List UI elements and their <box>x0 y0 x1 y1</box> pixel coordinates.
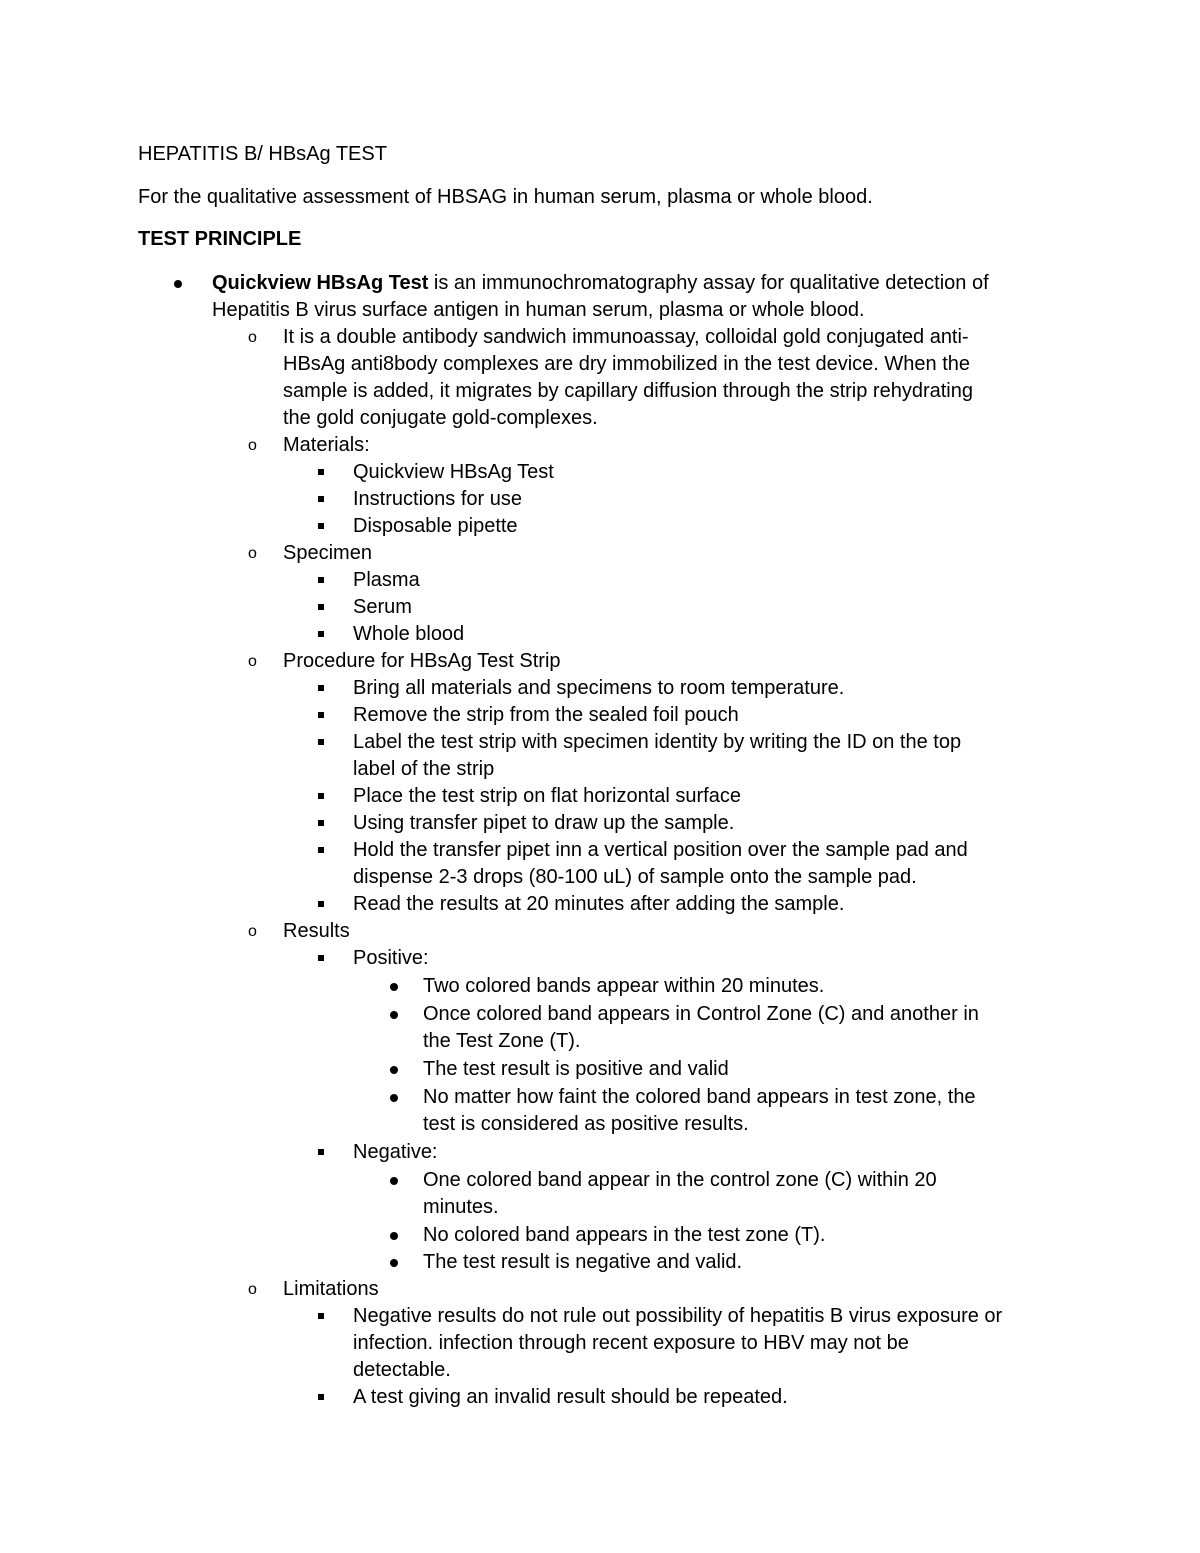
bullet-disc-icon <box>390 1259 398 1267</box>
square-bullet-icon <box>318 496 324 502</box>
limitations-label: Limitations <box>283 1278 379 1300</box>
square-bullet-icon <box>318 1149 324 1155</box>
procedure-step: Label the test strip with specimen identity by writing the ID on the top <box>353 731 962 753</box>
square-bullet-icon <box>318 577 324 583</box>
circle-marker-icon: o <box>248 437 257 454</box>
specimen-label: Specimen <box>283 542 372 564</box>
bullet-line-1 <box>212 270 989 297</box>
positive-line: the Test Zone (T). <box>423 1030 581 1052</box>
negative-label: Negative: <box>353 1141 438 1163</box>
principle-line: sample is added, it migrates by capillary diffusion through the strip rehydrating <box>283 380 973 402</box>
positive-line: No matter how faint the colored band appears in test zone, the <box>423 1086 976 1108</box>
positive-line: Once colored band appears in Control Zone (C) and another in <box>423 1003 979 1025</box>
materials-label: Materials: <box>283 434 370 456</box>
square-bullet-icon <box>318 1394 324 1400</box>
intro-text: For the qualitative assessment of HBSAG in human serum, plasma or whole blood. <box>138 186 873 208</box>
materials-item: Quickview HBsAg Test <box>353 461 554 483</box>
procedure-step: Place the test strip on flat horizontal surface <box>353 785 741 807</box>
principle-line: the gold conjugate gold-complexes. <box>283 407 598 429</box>
positive-line: Two colored bands appear within 20 minutes. <box>423 975 825 997</box>
procedure-step: label of the strip <box>353 758 495 780</box>
circle-marker-icon: o <box>248 545 257 562</box>
square-bullet-icon <box>318 604 324 610</box>
bullet-disc-icon <box>390 983 398 991</box>
limitations-line: A test giving an invalid result should be repeated. <box>353 1386 788 1408</box>
limitations-line: infection. infection through recent exposure to HBV may not be <box>353 1332 909 1354</box>
square-bullet-icon <box>318 712 324 718</box>
procedure-step: Remove the strip from the sealed foil pouch <box>353 704 739 726</box>
positive-line: The test result is positive and valid <box>423 1058 729 1080</box>
specimen-item: Serum <box>353 596 412 618</box>
square-bullet-icon <box>318 685 324 691</box>
materials-item: Disposable pipette <box>353 515 518 537</box>
square-bullet-icon <box>318 955 324 961</box>
square-bullet-icon <box>318 469 324 475</box>
document-title: HEPATITIS B/ HBsAg TEST <box>138 143 387 165</box>
specimen-item: Plasma <box>353 569 420 591</box>
procedure-step: dispense 2-3 drops (80-100 uL) of sample onto the sample pad. <box>353 866 917 888</box>
procedure-label: Procedure for HBsAg Test Strip <box>283 650 561 672</box>
specimen-item: Whole blood <box>353 623 465 645</box>
square-bullet-icon <box>318 1313 324 1319</box>
circle-marker-icon: o <box>248 329 257 346</box>
limitations-line: detectable. <box>353 1359 451 1381</box>
principle-line: It is a double antibody sandwich immunoassay, colloidal gold conjugated anti- <box>283 326 969 348</box>
results-label: Results <box>283 920 350 942</box>
materials-item: Instructions for use <box>353 488 522 510</box>
negative-line: One colored band appear in the control zone (C) within 20 <box>423 1169 937 1191</box>
square-bullet-icon <box>318 847 324 853</box>
square-bullet-icon <box>318 631 324 637</box>
bullet-disc-icon <box>390 1066 398 1074</box>
square-bullet-icon <box>318 901 324 907</box>
bullet-disc-icon <box>390 1011 398 1019</box>
circle-marker-icon: o <box>248 653 257 670</box>
bullet-disc-icon <box>390 1232 398 1240</box>
square-bullet-icon <box>318 739 324 745</box>
section-heading: TEST PRINCIPLE <box>138 228 302 250</box>
bullet-bold-term: Quickview HBsAg Test <box>212 272 429 294</box>
bullet-disc-icon <box>174 280 182 288</box>
bullet-line-2: Hepatitis B virus surface antigen in human serum, plasma or whole blood. <box>212 299 865 321</box>
bullet-disc-icon <box>390 1177 398 1185</box>
procedure-step: Using transfer pipet to draw up the sample. <box>353 812 735 834</box>
procedure-step: Hold the transfer pipet inn a vertical position over the sample pad and <box>353 839 968 861</box>
procedure-step: Read the results at 20 minutes after adding the sample. <box>353 893 845 915</box>
principle-line: HBsAg anti8body complexes are dry immobilized in the test device. When the <box>283 353 971 375</box>
negative-line: No colored band appears in the test zone (T). <box>423 1224 826 1246</box>
negative-line: minutes. <box>423 1196 499 1218</box>
square-bullet-icon <box>318 793 324 799</box>
bullet-line-1-rest: is an immunochromatography assay for qualitative detection of <box>428 272 989 294</box>
limitations-line: Negative results do not rule out possibility of hepatitis B virus exposure or <box>353 1305 1003 1327</box>
circle-marker-icon: o <box>248 1281 257 1298</box>
square-bullet-icon <box>318 820 324 826</box>
positive-line: test is considered as positive results. <box>423 1113 749 1135</box>
negative-line: The test result is negative and valid. <box>423 1251 743 1273</box>
square-bullet-icon <box>318 523 324 529</box>
bullet-disc-icon <box>390 1094 398 1102</box>
procedure-step: Bring all materials and specimens to room temperature. <box>353 677 845 699</box>
circle-marker-icon: o <box>248 923 257 940</box>
positive-label: Positive: <box>353 947 429 969</box>
